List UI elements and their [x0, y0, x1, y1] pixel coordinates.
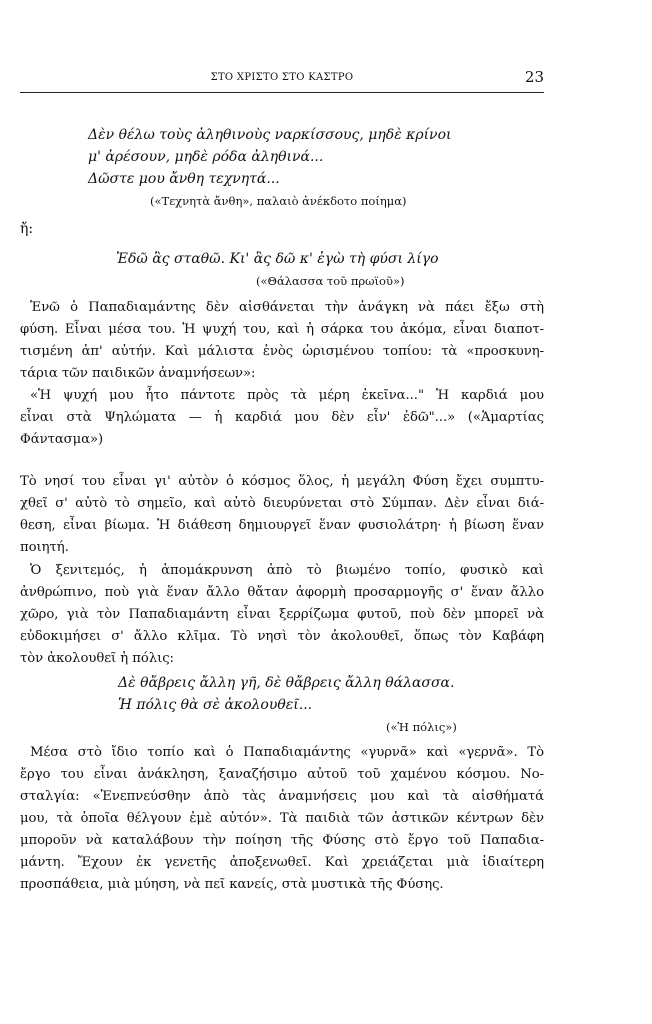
- quote1-line-1: Δὲν θέλω τοὺς ἀληθινοὺς ναρκίσσους, μηδὲ κρίνοι: [88, 127, 452, 143]
- paragraph1-line-5: «Ἡ ψυχή μου ἦτο πάντοτε πρὸς τὰ μέρη ἐκεῖνα..." Ἡ καρδιά μου: [30, 388, 544, 403]
- quote2-line: Ἐδῶ ἂς σταθῶ. Κι' ἂς δῶ κ' ἐγὼ τὴ φύσι λίγο: [116, 251, 439, 267]
- quote3-line-2: Ἡ πόλις θὰ σὲ ἀκολουθεῖ...: [118, 697, 313, 713]
- quote1-line-2: μ' ἀρέσουν, μηδὲ ρόδα ἀληθινά...: [88, 149, 324, 165]
- connector-text: ἤ:: [20, 221, 34, 237]
- paragraph1-line-1: Ἐνῶ ὁ Παπαδιαμάντης δὲν αἰσθάνεται τὴν ἀνάγκη νὰ πάει ἔξω στὴ: [30, 300, 544, 315]
- paragraph3-line-5: τὸν ἀκολουθεῖ ἡ πόλις:: [20, 651, 174, 666]
- paragraph1-line-6: εἶναι στὰ Ψηλώματα — ἡ καρδιά μου δὲν εἶν' ἐδῶ"...» («Ἁμαρτίας: [20, 410, 544, 425]
- paragraph4-line-7: προσπάθεια, μιὰ μύηση, νὰ πεῖ κανείς, στὰ μυστικὰ τῆς Φύσης.: [20, 877, 444, 892]
- paragraph2-line-2: χθεῖ σ' αὐτὸ τὸ σημεῖο, καὶ αὐτὸ διευρύνεται στὸ Σύμπαν. Δὲν εἶναι διά-: [20, 496, 544, 511]
- paragraph1-line-7: Φάντασμα»): [20, 432, 104, 447]
- quote3-citation: («Ἡ πόλις»): [386, 720, 457, 734]
- paragraph3-line-1: Ὁ ξενιτεμός, ἡ ἀπομάκρυνση ἀπὸ τὸ βιωμένο τοπίο, φυσικὸ καὶ: [30, 563, 544, 578]
- paragraph2-line-1: Τὸ νησί του εἶναι γι' αὐτὸν ὁ κόσμος ὅλος, ἡ μεγάλη Φύση ἔχει συμπτυ-: [20, 474, 544, 489]
- paragraph2-line-3: θεση, εἶναι βίωμα. Ἡ διάθεση δημιουργεῖ ἕναν φυσιολάτρη· ἡ βίωση ἕναν: [20, 518, 544, 533]
- paragraph3-line-2: ἀνθρώπινο, ποὺ γιὰ ἕναν ἄλλο θἄταν ἀφορμὴ προσαρμογῆς σ' ἕναν ἄλλο: [20, 585, 544, 600]
- paragraph4-line-4: μου, τὰ ὁποῖα θέλγουν ἐμὲ αὐτόν». Τὰ παιδιὰ τῶν ἀστικῶν κέντρων δὲν: [20, 811, 544, 826]
- paragraph3-line-3: χῶρο, γιὰ τὸν Παπαδιαμάντη εἶναι ξερρίζωμα φυτοῦ, ποὺ δὲν μπορεῖ νὰ: [20, 607, 544, 622]
- quote1-citation: («Τεχνητὰ ἄνθη», παλαιὸ ἀνέκδοτο ποίημα): [150, 194, 407, 208]
- quote3-line-1: Δὲ θἄβρεις ἄλλη γῆ, δὲ θἄβρεις ἄλλη θάλασσα.: [118, 675, 455, 691]
- paragraph1-line-3: τισμένη ἀπ' αὐτήν. Καὶ μάλιστα ἑνὸς ὡρισμένου τοπίου: τὰ «προσκυνη-: [20, 344, 544, 359]
- paragraph4-line-5: μποροῦν νὰ καταλάβουν τὴν ποίηση τῆς Φύσης στὸ ἔργο τοῦ Παπαδια-: [20, 833, 544, 848]
- running-title: ΣΤΟ ΧΡΙΣΤΟ ΣΤΟ ΚΑΣΤΡΟ: [210, 72, 354, 83]
- paragraph4-line-6: μάντη. Ἔχουν ἐκ γενετῆς ἀποξενωθεῖ. Καὶ χρειάζεται μιὰ ἰδιαίτερη: [20, 855, 544, 870]
- paragraph2-line-4: ποιητή.: [20, 540, 69, 555]
- paragraph4-line-1: Μέσα στὸ ἴδιο τοπίο καὶ ὁ Παπαδιαμάντης «γυρνᾶ» καὶ «γερνᾶ». Τὸ: [30, 745, 544, 760]
- paragraph4-line-2: ἔργο του εἶναι ἀνάκληση, ξαναζήσιμο αὐτοῦ τοῦ χαμένου κόσμου. Νο-: [20, 767, 544, 782]
- paragraph1-line-4: τάρια τῶν παιδικῶν ἀναμνήσεων»:: [20, 366, 256, 381]
- paragraph1-line-2: φύση. Εἶναι μέσα του. Ἡ ψυχή του, καὶ ἡ σάρκα του ἀκόμα, εἶναι διαποτ-: [20, 322, 544, 337]
- paragraph4-line-3: σταλγία: «Ἐνεπνεύσθην ἀπὸ τὰς ἀναμνήσεις μου καὶ τὰ αἰσθήματά: [20, 789, 544, 804]
- page-number: 23: [524, 68, 544, 86]
- quote2-citation: («Θάλασσα τοῦ πρωϊοῦ»): [256, 274, 405, 288]
- running-head: [20, 68, 544, 93]
- paragraph3-line-4: εὐδοκιμήσει σ' ἄλλο κλῖμα. Τὸ νησὶ τὸν ἀκολουθεῖ, ὅπως τὸν Καβάφη: [20, 629, 544, 644]
- quote1-line-3: Δῶστε μου ἄνθη τεχνητά...: [88, 171, 280, 187]
